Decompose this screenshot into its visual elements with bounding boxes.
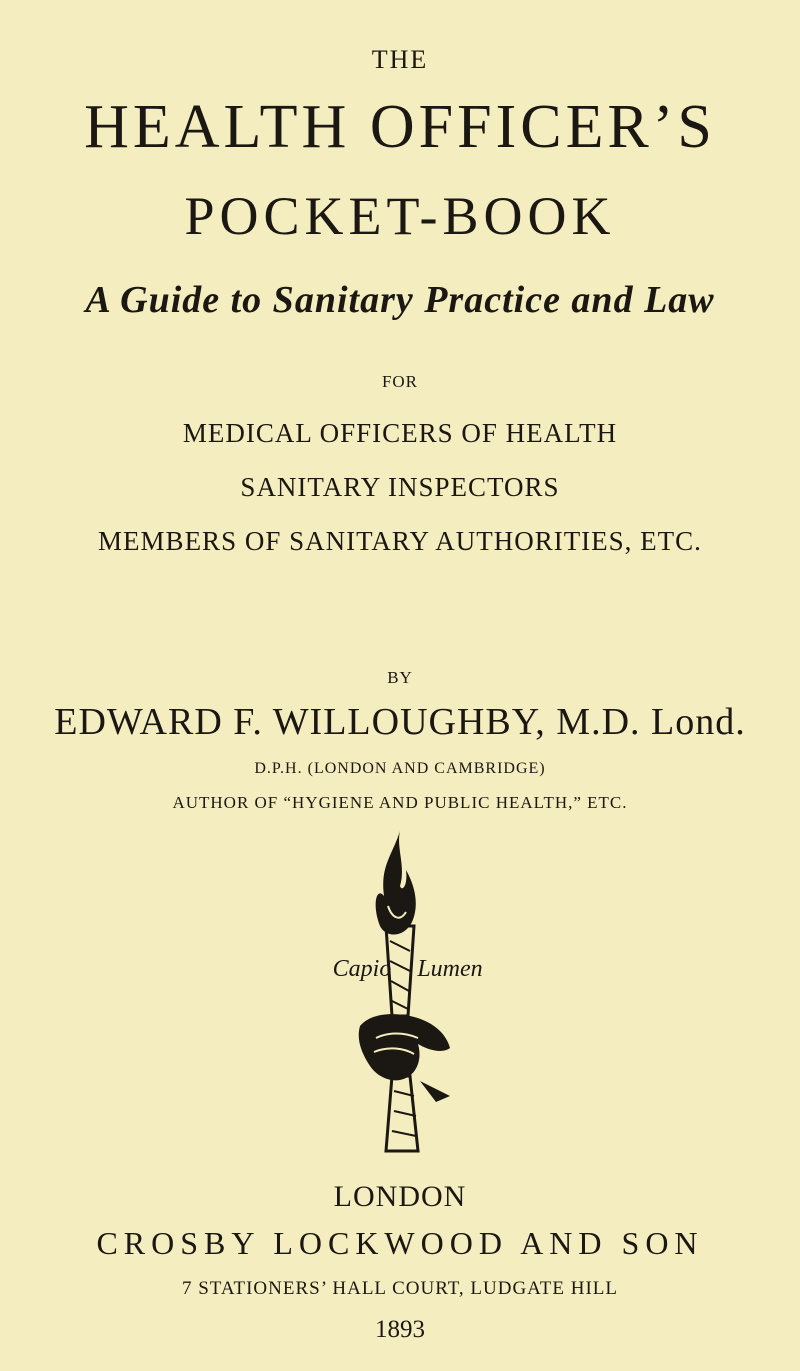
book-subtitle: A Guide to Sanitary Practice and Law [85, 279, 715, 321]
by-label: BY [387, 668, 413, 687]
title-article: THE [371, 45, 429, 74]
publication-year: 1893 [375, 1316, 425, 1343]
book-title-line-2: POCKET-BOOK [184, 186, 616, 246]
book-title-line-1: HEALTH OFFICER’S [84, 93, 716, 161]
author-degree: D.P.H. (LONDON AND CAMBRIDGE) [254, 760, 546, 777]
audience-line-1: MEDICAL OFFICERS OF HEALTH [182, 418, 618, 448]
audience-line-2: SANITARY INSPECTORS [240, 472, 560, 502]
author-name: EDWARD F. WILLOUGHBY, M.D. Lond. [54, 701, 746, 743]
author-previous-works: AUTHOR OF “HYGIENE AND PUBLIC HEALTH,” ETC. [172, 793, 628, 812]
audience-line-3: MEMBERS OF SANITARY AUTHORITIES, ETC. [98, 526, 702, 556]
printers-mark-torch-icon [300, 826, 500, 1156]
hand-icon [359, 1014, 450, 1080]
for-label: FOR [381, 372, 419, 391]
publisher-name: CROSBY LOCKWOOD AND SON [96, 1225, 704, 1261]
flame-icon [376, 831, 416, 935]
publisher-address: 7 STATIONERS’ HALL COURT, LUDGATE HILL [181, 1278, 619, 1299]
motto-capio: Capio [332, 956, 392, 982]
publication-city: LONDON [333, 1180, 467, 1213]
motto-lumen: Lumen [417, 956, 483, 982]
